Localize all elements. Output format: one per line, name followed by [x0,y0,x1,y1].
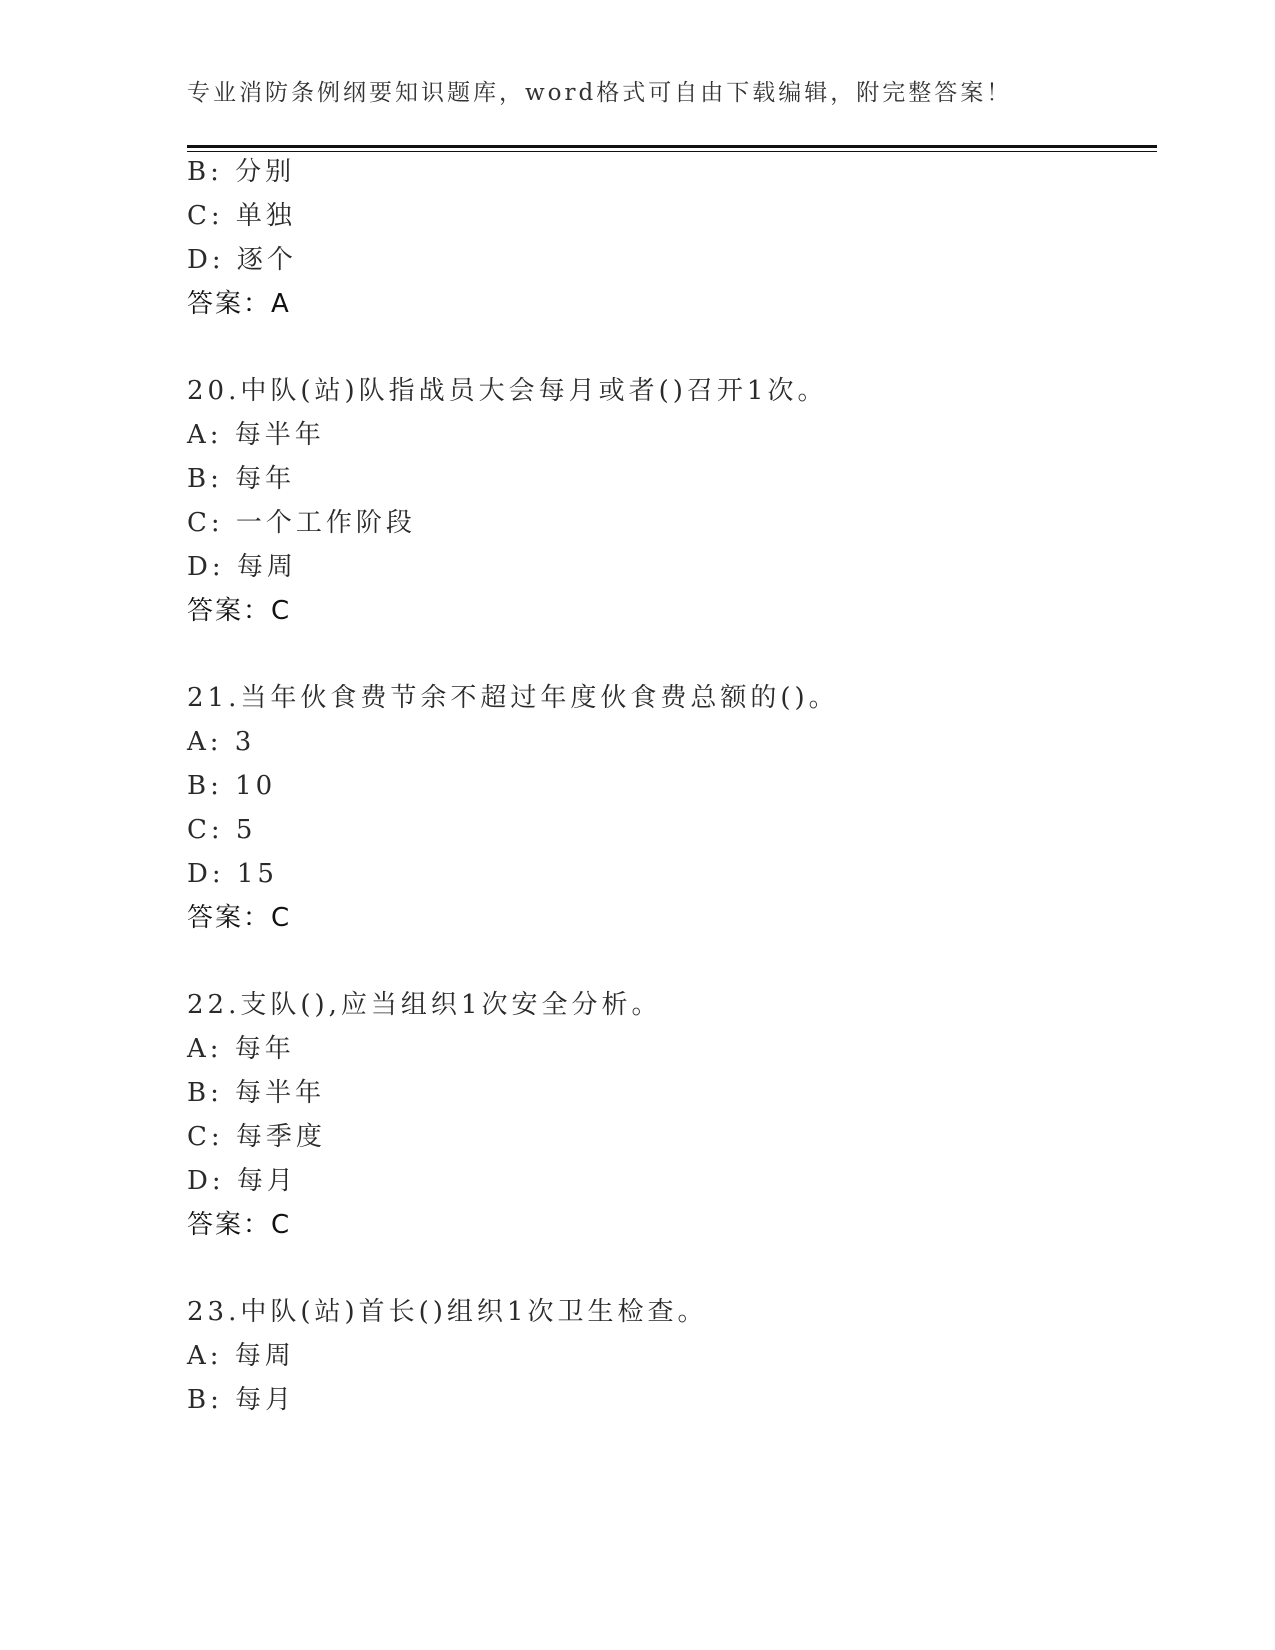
question-20-option-a: A: 每半年 [187,420,325,450]
question-21-option-a: A: 3 [187,727,256,757]
question-22-stem: 22.支队(),应当组织1次安全分析。 [187,990,662,1020]
prev-option-d: D: 逐个 [187,245,297,275]
question-22-answer: 答案：C [187,1210,292,1240]
question-21-option-b: B: 10 [187,771,277,801]
question-23-stem: 23.中队(站)首长()组织1次卫生检查。 [187,1297,708,1327]
header-rule-thick [187,145,1157,148]
question-22-option-c: C: 每季度 [187,1122,326,1152]
question-20-answer: 答案：C [187,596,292,626]
question-22-option-d: D: 每月 [187,1166,297,1196]
question-22-option-a: A: 每年 [187,1034,295,1064]
header-rule-thin [187,151,1157,152]
prev-option-c: C: 单独 [187,201,296,231]
question-20-option-d: D: 每周 [187,552,297,582]
question-22-option-b: B: 每半年 [187,1078,326,1108]
question-20-stem: 20.中队(站)队指战员大会每月或者()召开1次。 [187,376,828,406]
question-23-option-b: B: 每月 [187,1385,296,1415]
page-header: 专业消防条例纲要知识题库，word格式可自由下载编辑，附完整答案！ [187,80,1013,106]
question-23-option-a: A: 每周 [187,1341,295,1371]
prev-answer: 答案：A [187,289,291,319]
question-20-option-c: C: 一个工作阶段 [187,508,416,538]
question-21-option-c: C: 5 [187,815,257,845]
question-21-answer: 答案：C [187,903,292,933]
question-21-option-d: D: 15 [187,859,278,889]
question-20-option-b: B: 每年 [187,464,296,494]
prev-option-b: B: 分别 [187,157,296,187]
question-21-stem: 21.当年伙食费节余不超过年度伙食费总额的()。 [187,683,839,713]
